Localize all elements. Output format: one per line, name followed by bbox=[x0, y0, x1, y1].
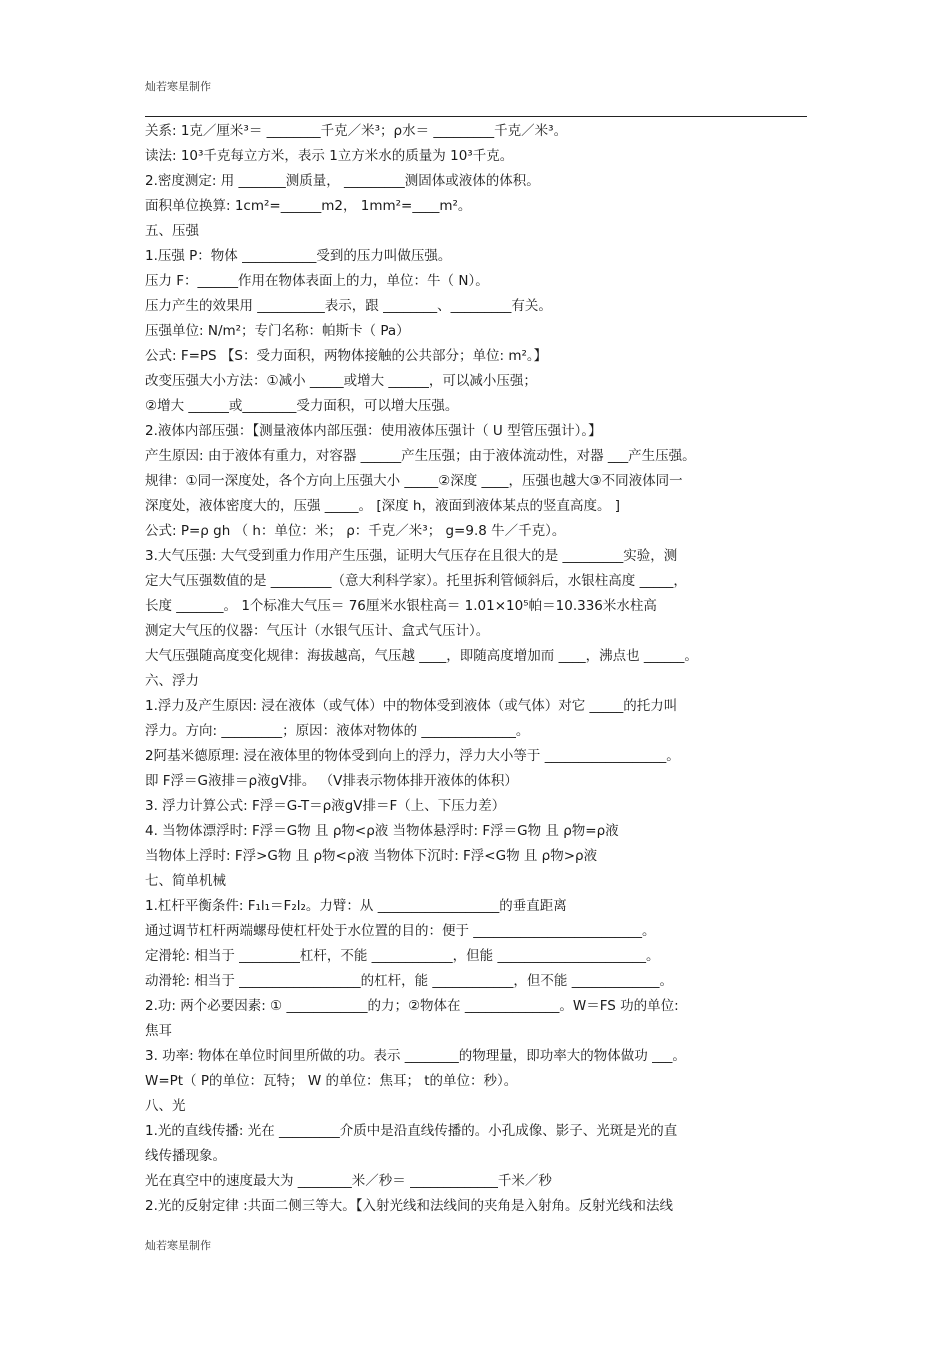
text-line: 3.大气压强: 大气受到重力作用产生压强，证明大气压存在且很大的是 _________实验，测 bbox=[145, 548, 678, 564]
text-line: 2.光的反射定律 :共面二侧三等大。【入射光线和法线间的夹角是入射角。反射光线和法线 bbox=[145, 1198, 673, 1214]
text-line: 产生原因: 由于液体有重力，对容器 ______产生压强；由于液体流动性，对器 ___产生压强。 bbox=[145, 448, 696, 464]
section-heading: 七、简单机械 bbox=[145, 873, 226, 889]
text-line: 改变压强大小方法：①减小 _____或增大 ______，可以减小压强； bbox=[145, 373, 537, 389]
text-line: 压力产生的效果用 __________表示，跟 ________、_________有关。 bbox=[145, 298, 552, 314]
header-rule bbox=[145, 116, 807, 117]
text-line: 压力 F：______作用在物体表面上的力，单位：牛（ N）。 bbox=[145, 273, 489, 289]
text-line: 光在真空中的速度最大为 ________米／秒＝ _____________千米／秒 bbox=[145, 1173, 552, 1189]
page-header: 灿若寒星制作 bbox=[145, 80, 211, 93]
text-line: 4. 当物体漂浮时: F浮＝G物 且 ρ物<ρ液 当物体悬浮时: F浮＝G物 且 ρ物=ρ液 bbox=[145, 823, 619, 839]
text-line: 即 F浮＝G液排＝ρ液gV排。 （V排表示物体排开液体的体积） bbox=[145, 773, 518, 789]
text-line: 1.杠杆平衡条件: F₁l₁＝F₂l₂。力臂：从 __________________的垂直距离 bbox=[145, 898, 567, 914]
text-line: 深度处，液体密度大的，压强 _____。 [深度 h，液面到液体某点的竖直高度。 ] bbox=[145, 498, 621, 514]
text-line: 1.浮力及产生原因: 浸在液体（或气体）中的物体受到液体（或气体）对它 _____的托力叫 bbox=[145, 698, 678, 714]
text-line: 3. 功率: 物体在单位时间里所做的功。表示 ________的物理量，即功率大的物体做功 ___。 bbox=[145, 1048, 686, 1064]
text-line: 浮力。方向: _________；原因：液体对物体的 ______________。 bbox=[145, 723, 530, 739]
text-line: 定滑轮: 相当于 _________杠杆，不能 ____________，但能 ______________________。 bbox=[145, 948, 660, 964]
text-line: 测定大气压的仪器：气压计（水银气压计、盒式气压计）。 bbox=[145, 623, 490, 639]
text-line: 规律：①同一深度处，各个方向上压强大小 _____②深度 ____，压强也越大③不同液体同一 bbox=[145, 473, 683, 489]
text-line: 大气压强随高度变化规律：海拔越高，气压越 ____，即随高度增加而 ____，沸点也 ______。 bbox=[145, 648, 698, 664]
text-line: 面积单位换算: 1cm²=______m2， 1mm²=____m²。 bbox=[145, 198, 472, 214]
text-line: 3. 浮力计算公式: F浮＝G-T＝ρ液gV排＝F（上、下压力差） bbox=[145, 798, 506, 814]
text-line: 压强单位: N/m²；专门名称：帕斯卡（ Pa） bbox=[145, 323, 410, 339]
text-line: 读法: 10³千克每立方米，表示 1立方米水的质量为 10³千克。 bbox=[145, 148, 514, 164]
text-line: 2.液体内部压强：【测量液体内部压强：使用液体压强计（ U 型管压强计）。】 bbox=[145, 423, 602, 439]
page-footer: 灿若寒星制作 bbox=[145, 1239, 211, 1252]
section-heading: 五、压强 bbox=[145, 223, 199, 239]
text-line: W=Pt（ P的单位：瓦特； W 的单位：焦耳； t的单位：秒）。 bbox=[145, 1073, 518, 1089]
text-line: 1.压强 P：物体 ___________受到的压力叫做压强。 bbox=[145, 248, 452, 264]
text-line: ②增大 ______或________受力面积，可以增大压强。 bbox=[145, 398, 459, 414]
text-line: 2阿基米德原理: 浸在液体里的物体受到向上的浮力，浮力大小等于 __________________。 bbox=[145, 748, 680, 764]
text-line: 焦耳 bbox=[145, 1023, 172, 1039]
section-heading: 六、浮力 bbox=[145, 673, 199, 689]
text-line: 2.密度测定: 用 _______测质量， _________测固体或液体的体积。 bbox=[145, 173, 540, 189]
text-line: 公式: P=ρ gh （ h：单位：米； ρ：千克／米³； g=9.8 牛／千克）。 bbox=[145, 523, 566, 539]
text-line: 1.光的直线传播: 光在 _________介质中是沿直线传播的。小孔成像、影子、光斑是光的直 bbox=[145, 1123, 678, 1139]
document-body bbox=[145, 119, 813, 1219]
section-heading: 八、光 bbox=[145, 1098, 186, 1114]
text-line: 当物体上浮时: F浮>G物 且 ρ物<ρ液 当物体下沉时: F浮<G物 且 ρ物>ρ液 bbox=[145, 848, 598, 864]
text-line: 动滑轮: 相当于 __________________的杠杆，能 ____________，但不能 _____________。 bbox=[145, 973, 673, 989]
text-line: 公式: F=PS 【S：受力面积，两物体接触的公共部分；单位: m²。】 bbox=[145, 348, 548, 364]
text-line: 通过调节杠杆两端螺母使杠杆处于水位置的目的：便于 _________________________。 bbox=[145, 923, 656, 939]
text-line: 关系: 1克／厘米³＝ ________千克／米³；ρ水＝ _________千克／米³。 bbox=[145, 123, 568, 139]
text-line: 线传播现象。 bbox=[145, 1148, 226, 1164]
text-line: 定大气压强数值的是 _________（意大利科学家）。托里拆利管倾斜后，水银柱高度 _____， bbox=[145, 573, 687, 589]
text-line: 长度 _______。 1个标准大气压＝ 76厘米水银柱高＝ 1.01×10⁵帕＝10.336米水柱高 bbox=[145, 598, 657, 614]
text-line: 2.功: 两个必要因素: ① ____________的力；②物体在 ______________。W＝FS 功的单位: bbox=[145, 998, 679, 1014]
